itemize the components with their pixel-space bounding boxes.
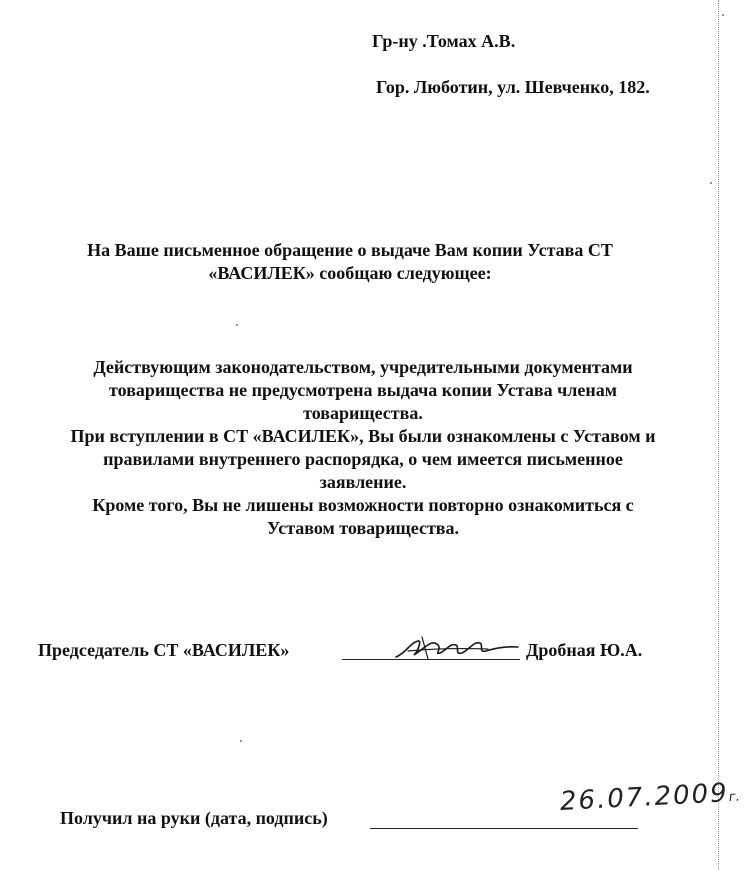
scan-edge-line <box>718 0 719 870</box>
body-line: товарищества не предусмотрена выдача копии Устава членам <box>109 380 617 400</box>
body-line: товарищества. <box>303 403 423 423</box>
handwritten-date <box>559 778 740 817</box>
body-line: При вступлении в СТ «ВАСИЛЕК», Вы были ознакомлены с Уставом и <box>70 426 656 446</box>
body-line: правилами внутреннего распорядка, о чем имеется письменное <box>103 449 623 469</box>
addressee-address: Гор. Люботин, ул. Шевченко, 182. <box>376 77 650 97</box>
receipt-label: Получил на руки (дата, подпись) <box>60 808 328 828</box>
intro-line: «ВАСИЛЕК» сообщаю следующее: <box>208 263 492 283</box>
scan-speck <box>240 740 242 742</box>
chairman-name: Дробная Ю.А. <box>526 640 643 660</box>
scan-speck <box>710 182 712 184</box>
body-paragraphs <box>18 356 708 540</box>
handwritten-signature <box>388 631 528 667</box>
chairman-title: Председатель СТ «ВАСИЛЕК» <box>38 640 290 660</box>
receipt-underline <box>370 828 638 829</box>
handwritten-date-value: 26.07.2009 <box>559 778 730 817</box>
body-line: Уставом товарищества. <box>266 518 460 538</box>
scan-speck <box>722 14 724 16</box>
body-line: заявление. <box>319 472 407 492</box>
handwritten-date-suffix: г. <box>728 789 741 806</box>
signature-row <box>38 639 678 669</box>
body-line: Действующим законодательством, учредительными документами <box>93 357 633 377</box>
body-line: Кроме того, Вы не лишены возможности повторно ознакомиться с <box>92 495 634 515</box>
scan-speck <box>236 324 238 326</box>
addressee-name: Гр-ну .Томах А.В. <box>372 31 516 51</box>
receipt-row <box>60 778 741 835</box>
intro-paragraph <box>20 239 680 285</box>
intro-line: На Ваше письменное обращение о выдаче Вам копии Устава СТ <box>87 240 613 260</box>
